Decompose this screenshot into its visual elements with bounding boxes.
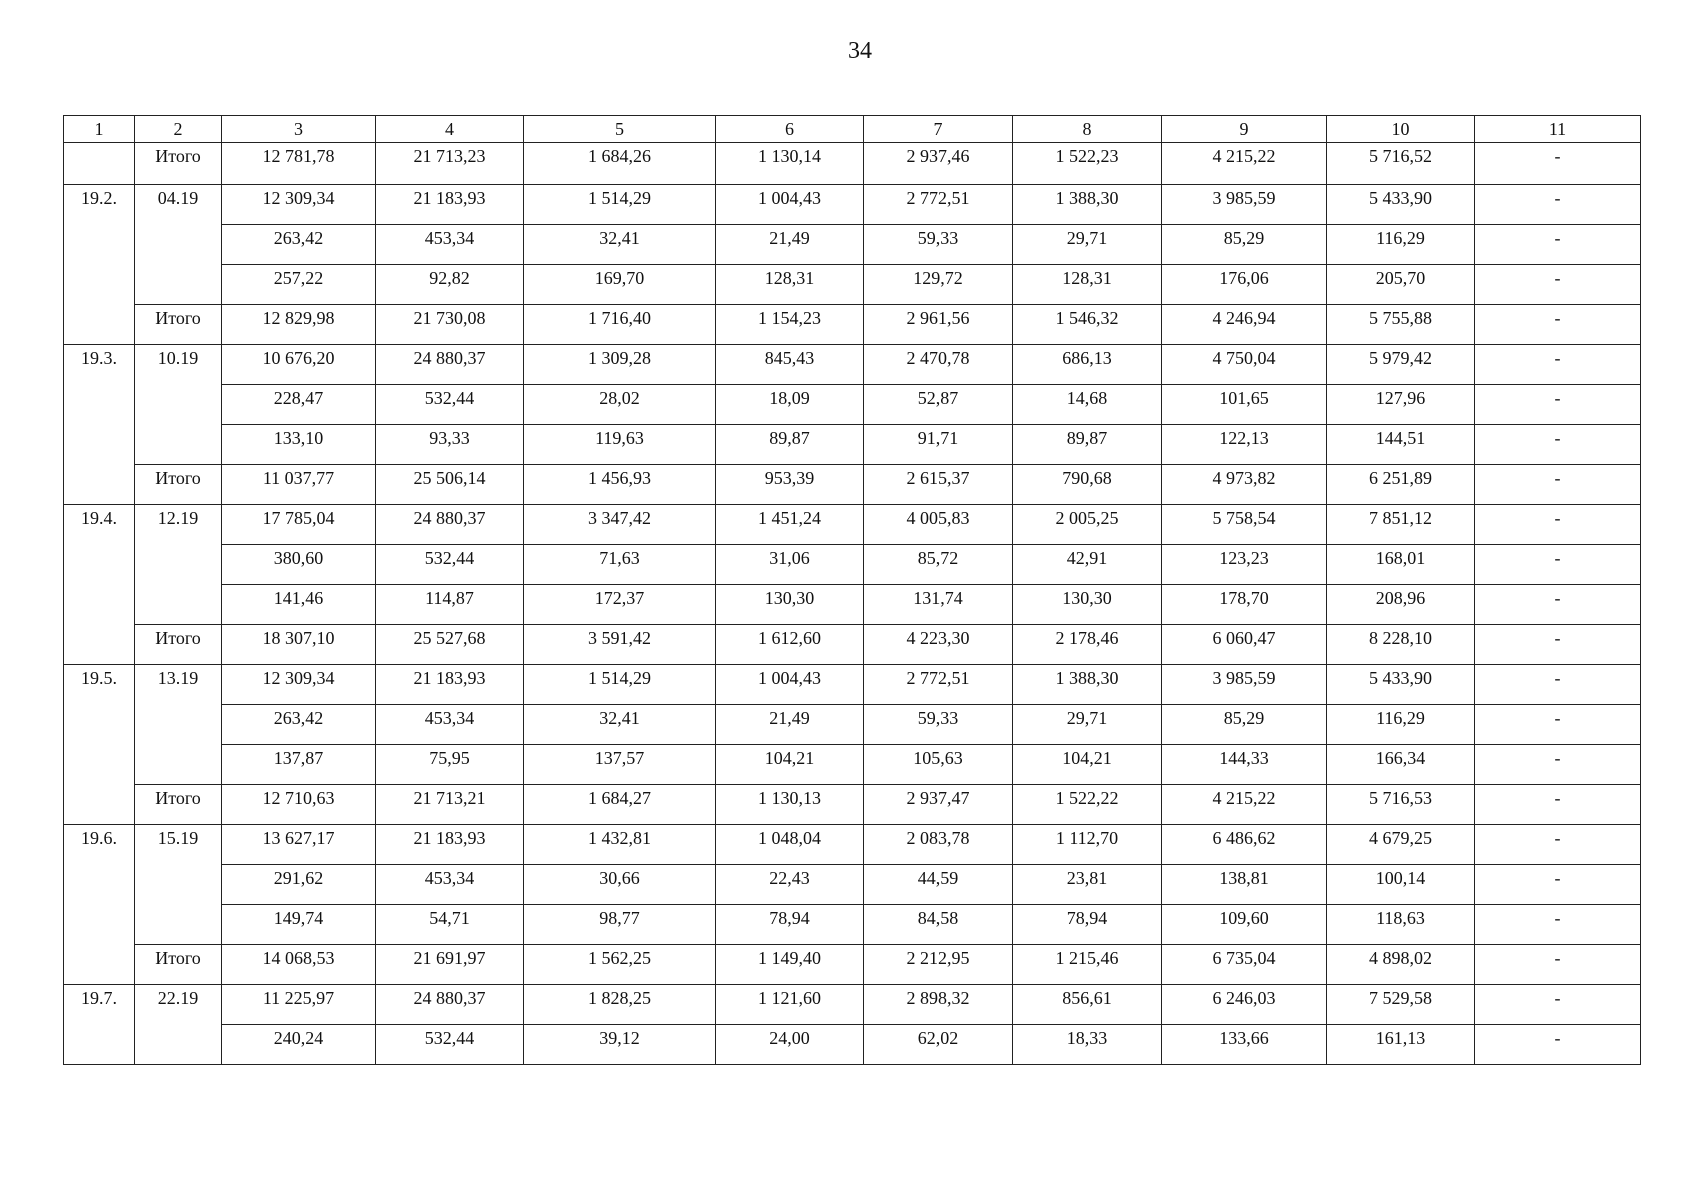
value-cell: 141,46: [222, 585, 376, 625]
value-cell: 2 083,78: [864, 825, 1013, 865]
value-cell: 1 546,32: [1013, 305, 1162, 345]
value-cell: 6 486,62: [1162, 825, 1327, 865]
table-row: [64, 985, 1641, 1025]
value-cell: 24,00: [716, 1025, 864, 1065]
table-row: [64, 385, 1641, 425]
value-cell: 263,42: [222, 225, 376, 265]
value-cell: 7 851,12: [1327, 505, 1475, 545]
table-row: [64, 745, 1641, 785]
value-cell: 21 713,23: [376, 143, 524, 185]
value-cell: 104,21: [1013, 745, 1162, 785]
value-cell: 93,33: [376, 425, 524, 465]
value-cell: 14,68: [1013, 385, 1162, 425]
value-cell: 7 529,58: [1327, 985, 1475, 1025]
value-cell: 59,33: [864, 705, 1013, 745]
value-cell: 6 060,47: [1162, 625, 1327, 665]
value-cell: 24 880,37: [376, 985, 524, 1025]
value-cell: -: [1475, 745, 1641, 785]
table-row: [64, 705, 1641, 745]
row-number-cell: 19.7.: [64, 985, 135, 1065]
value-cell: 1 456,93: [524, 465, 716, 505]
value-cell: 4 679,25: [1327, 825, 1475, 865]
value-cell: 4 246,94: [1162, 305, 1327, 345]
value-cell: 89,87: [716, 425, 864, 465]
row-code-cell: 04.19: [135, 185, 222, 305]
column-header: 11: [1475, 116, 1641, 143]
value-cell: 1 130,13: [716, 785, 864, 825]
value-cell: -: [1475, 185, 1641, 225]
value-cell: -: [1475, 465, 1641, 505]
value-cell: 144,51: [1327, 425, 1475, 465]
value-cell: 18,33: [1013, 1025, 1162, 1065]
value-cell: 1 154,23: [716, 305, 864, 345]
row-code-cell: 22.19: [135, 985, 222, 1065]
value-cell: 1 562,25: [524, 945, 716, 985]
value-cell: 137,87: [222, 745, 376, 785]
value-cell: 1 451,24: [716, 505, 864, 545]
value-cell: -: [1475, 385, 1641, 425]
value-cell: 18 307,10: [222, 625, 376, 665]
value-cell: 1 149,40: [716, 945, 864, 985]
table-row: [64, 505, 1641, 545]
value-cell: 856,61: [1013, 985, 1162, 1025]
value-cell: 29,71: [1013, 225, 1162, 265]
column-header: 4: [376, 116, 524, 143]
value-cell: 114,87: [376, 585, 524, 625]
row-code-cell: 12.19: [135, 505, 222, 625]
value-cell: 91,71: [864, 425, 1013, 465]
value-cell: 5 755,88: [1327, 305, 1475, 345]
table-row: [64, 905, 1641, 945]
value-cell: -: [1475, 985, 1641, 1025]
value-cell: 11 037,77: [222, 465, 376, 505]
table-row: [64, 465, 1641, 505]
value-cell: 138,81: [1162, 865, 1327, 905]
value-cell: 4 750,04: [1162, 345, 1327, 385]
value-cell: 790,68: [1013, 465, 1162, 505]
value-cell: 208,96: [1327, 585, 1475, 625]
value-cell: 32,41: [524, 225, 716, 265]
value-cell: 89,87: [1013, 425, 1162, 465]
value-cell: 31,06: [716, 545, 864, 585]
row-number-cell: 19.3.: [64, 345, 135, 505]
value-cell: 953,39: [716, 465, 864, 505]
column-header: 7: [864, 116, 1013, 143]
value-cell: 3 985,59: [1162, 665, 1327, 705]
value-cell: 5 979,42: [1327, 345, 1475, 385]
value-cell: 42,91: [1013, 545, 1162, 585]
value-cell: 5 433,90: [1327, 665, 1475, 705]
value-cell: -: [1475, 1025, 1641, 1065]
value-cell: 127,96: [1327, 385, 1475, 425]
value-cell: -: [1475, 785, 1641, 825]
value-cell: 25 527,68: [376, 625, 524, 665]
value-cell: 85,29: [1162, 225, 1327, 265]
value-cell: 1 130,14: [716, 143, 864, 185]
column-header: 2: [135, 116, 222, 143]
value-cell: 205,70: [1327, 265, 1475, 305]
value-cell: 1 522,22: [1013, 785, 1162, 825]
value-cell: -: [1475, 585, 1641, 625]
value-cell: -: [1475, 825, 1641, 865]
value-cell: 1 388,30: [1013, 665, 1162, 705]
value-cell: -: [1475, 905, 1641, 945]
value-cell: 2 615,37: [864, 465, 1013, 505]
value-cell: 54,71: [376, 905, 524, 945]
value-cell: 172,37: [524, 585, 716, 625]
row-label-cell: Итого: [135, 465, 222, 505]
value-cell: 84,58: [864, 905, 1013, 945]
value-cell: -: [1475, 305, 1641, 345]
value-cell: 532,44: [376, 385, 524, 425]
value-cell: -: [1475, 945, 1641, 985]
value-cell: 62,02: [864, 1025, 1013, 1065]
value-cell: 532,44: [376, 545, 524, 585]
column-header: 10: [1327, 116, 1475, 143]
value-cell: 291,62: [222, 865, 376, 905]
value-cell: 12 309,34: [222, 665, 376, 705]
column-header: 9: [1162, 116, 1327, 143]
value-cell: 4 005,83: [864, 505, 1013, 545]
value-cell: 453,34: [376, 705, 524, 745]
value-cell: 257,22: [222, 265, 376, 305]
value-cell: 52,87: [864, 385, 1013, 425]
row-label-cell: Итого: [135, 945, 222, 985]
table-row: [64, 305, 1641, 345]
row-code-cell: 13.19: [135, 665, 222, 785]
table-row: [64, 1025, 1641, 1065]
value-cell: 71,63: [524, 545, 716, 585]
value-cell: 161,13: [1327, 1025, 1475, 1065]
value-cell: -: [1475, 345, 1641, 385]
value-cell: 4 223,30: [864, 625, 1013, 665]
value-cell: 24 880,37: [376, 505, 524, 545]
value-cell: 59,33: [864, 225, 1013, 265]
value-cell: -: [1475, 625, 1641, 665]
value-cell: 2 005,25: [1013, 505, 1162, 545]
value-cell: 6 735,04: [1162, 945, 1327, 985]
value-cell: 109,60: [1162, 905, 1327, 945]
value-cell: 22,43: [716, 865, 864, 905]
value-cell: 4 973,82: [1162, 465, 1327, 505]
value-cell: 1 004,43: [716, 185, 864, 225]
value-cell: 122,13: [1162, 425, 1327, 465]
value-cell: 4 898,02: [1327, 945, 1475, 985]
value-cell: 453,34: [376, 225, 524, 265]
table-row: [64, 425, 1641, 465]
value-cell: 5 716,52: [1327, 143, 1475, 185]
value-cell: 98,77: [524, 905, 716, 945]
value-cell: 1 684,26: [524, 143, 716, 185]
value-cell: 845,43: [716, 345, 864, 385]
table-row: [64, 143, 1641, 185]
value-cell: 1 121,60: [716, 985, 864, 1025]
row-label-cell: Итого: [135, 305, 222, 345]
value-cell: 1 215,46: [1013, 945, 1162, 985]
value-cell: 168,01: [1327, 545, 1475, 585]
table-row: [64, 265, 1641, 305]
value-cell: 21 730,08: [376, 305, 524, 345]
value-cell: 116,29: [1327, 225, 1475, 265]
value-cell: 8 228,10: [1327, 625, 1475, 665]
value-cell: 1 684,27: [524, 785, 716, 825]
value-cell: 3 591,42: [524, 625, 716, 665]
value-cell: 39,12: [524, 1025, 716, 1065]
value-cell: 1 716,40: [524, 305, 716, 345]
value-cell: 10 676,20: [222, 345, 376, 385]
value-cell: 169,70: [524, 265, 716, 305]
value-cell: 21 691,97: [376, 945, 524, 985]
value-cell: 131,74: [864, 585, 1013, 625]
value-cell: 1 828,25: [524, 985, 716, 1025]
value-cell: -: [1475, 143, 1641, 185]
value-cell: 29,71: [1013, 705, 1162, 745]
value-cell: -: [1475, 665, 1641, 705]
value-cell: 240,24: [222, 1025, 376, 1065]
value-cell: 178,70: [1162, 585, 1327, 625]
value-cell: 380,60: [222, 545, 376, 585]
value-cell: 123,23: [1162, 545, 1327, 585]
value-cell: 14 068,53: [222, 945, 376, 985]
value-cell: -: [1475, 505, 1641, 545]
value-cell: 1 612,60: [716, 625, 864, 665]
value-cell: 78,94: [1013, 905, 1162, 945]
value-cell: -: [1475, 865, 1641, 905]
value-cell: 228,47: [222, 385, 376, 425]
value-cell: 32,41: [524, 705, 716, 745]
value-cell: 2 937,47: [864, 785, 1013, 825]
value-cell: 44,59: [864, 865, 1013, 905]
value-cell: 532,44: [376, 1025, 524, 1065]
value-cell: 28,02: [524, 385, 716, 425]
row-number-cell: 19.4.: [64, 505, 135, 665]
value-cell: 5 758,54: [1162, 505, 1327, 545]
value-cell: 85,29: [1162, 705, 1327, 745]
value-cell: 1 432,81: [524, 825, 716, 865]
value-cell: 21,49: [716, 705, 864, 745]
value-cell: 166,34: [1327, 745, 1475, 785]
value-cell: 18,09: [716, 385, 864, 425]
value-cell: 12 710,63: [222, 785, 376, 825]
value-cell: -: [1475, 225, 1641, 265]
value-cell: 128,31: [716, 265, 864, 305]
value-cell: 5 716,53: [1327, 785, 1475, 825]
value-cell: 25 506,14: [376, 465, 524, 505]
value-cell: 149,74: [222, 905, 376, 945]
value-cell: 24 880,37: [376, 345, 524, 385]
value-cell: 2 898,32: [864, 985, 1013, 1025]
value-cell: 686,13: [1013, 345, 1162, 385]
value-cell: 128,31: [1013, 265, 1162, 305]
value-cell: -: [1475, 545, 1641, 585]
column-header: 5: [524, 116, 716, 143]
value-cell: 5 433,90: [1327, 185, 1475, 225]
column-header: 3: [222, 116, 376, 143]
value-cell: 1 112,70: [1013, 825, 1162, 865]
row-number-cell: 19.5.: [64, 665, 135, 825]
value-cell: 85,72: [864, 545, 1013, 585]
value-cell: 144,33: [1162, 745, 1327, 785]
row-number-cell: 19.6.: [64, 825, 135, 985]
value-cell: 100,14: [1327, 865, 1475, 905]
table-row: [64, 585, 1641, 625]
row-label-cell: Итого: [135, 785, 222, 825]
value-cell: 2 772,51: [864, 185, 1013, 225]
table-row: [64, 825, 1641, 865]
value-cell: 11 225,97: [222, 985, 376, 1025]
value-cell: 2 178,46: [1013, 625, 1162, 665]
value-cell: 21 183,93: [376, 825, 524, 865]
value-cell: 1 514,29: [524, 185, 716, 225]
value-cell: 104,21: [716, 745, 864, 785]
value-cell: 23,81: [1013, 865, 1162, 905]
table-row: [64, 945, 1641, 985]
column-header: 1: [64, 116, 135, 143]
data-table: [63, 115, 1641, 1065]
value-cell: -: [1475, 705, 1641, 745]
value-cell: 176,06: [1162, 265, 1327, 305]
value-cell: -: [1475, 425, 1641, 465]
value-cell: 1 522,23: [1013, 143, 1162, 185]
value-cell: 1 514,29: [524, 665, 716, 705]
value-cell: -: [1475, 265, 1641, 305]
value-cell: 133,66: [1162, 1025, 1327, 1065]
table-row: [64, 185, 1641, 225]
value-cell: 92,82: [376, 265, 524, 305]
value-cell: 6 246,03: [1162, 985, 1327, 1025]
value-cell: 2 961,56: [864, 305, 1013, 345]
value-cell: 13 627,17: [222, 825, 376, 865]
value-cell: 2 470,78: [864, 345, 1013, 385]
table-header-row: [64, 116, 1641, 143]
value-cell: 4 215,22: [1162, 143, 1327, 185]
table-row: [64, 345, 1641, 385]
value-cell: 21 713,21: [376, 785, 524, 825]
value-cell: 12 781,78: [222, 143, 376, 185]
value-cell: 6 251,89: [1327, 465, 1475, 505]
value-cell: 3 347,42: [524, 505, 716, 545]
value-cell: 453,34: [376, 865, 524, 905]
value-cell: 78,94: [716, 905, 864, 945]
row-label-cell: Итого: [135, 143, 222, 185]
row-code-cell: 10.19: [135, 345, 222, 465]
value-cell: 1 388,30: [1013, 185, 1162, 225]
table-row: [64, 665, 1641, 705]
value-cell: 101,65: [1162, 385, 1327, 425]
value-cell: 1 309,28: [524, 345, 716, 385]
value-cell: 21,49: [716, 225, 864, 265]
value-cell: 21 183,93: [376, 185, 524, 225]
column-header: 6: [716, 116, 864, 143]
value-cell: 118,63: [1327, 905, 1475, 945]
value-cell: 105,63: [864, 745, 1013, 785]
value-cell: 137,57: [524, 745, 716, 785]
table-row: [64, 545, 1641, 585]
value-cell: 3 985,59: [1162, 185, 1327, 225]
page-number: 34: [848, 38, 872, 64]
value-cell: 21 183,93: [376, 665, 524, 705]
value-cell: 1 048,04: [716, 825, 864, 865]
value-cell: 133,10: [222, 425, 376, 465]
value-cell: 263,42: [222, 705, 376, 745]
value-cell: 4 215,22: [1162, 785, 1327, 825]
value-cell: 30,66: [524, 865, 716, 905]
table-row: [64, 625, 1641, 665]
table-row: [64, 865, 1641, 905]
row-label-cell: Итого: [135, 625, 222, 665]
value-cell: 119,63: [524, 425, 716, 465]
value-cell: 1 004,43: [716, 665, 864, 705]
value-cell: 12 309,34: [222, 185, 376, 225]
row-code-cell: 15.19: [135, 825, 222, 945]
value-cell: 75,95: [376, 745, 524, 785]
value-cell: 17 785,04: [222, 505, 376, 545]
value-cell: 129,72: [864, 265, 1013, 305]
value-cell: 2 937,46: [864, 143, 1013, 185]
value-cell: 130,30: [716, 585, 864, 625]
row-number-cell: 19.2.: [64, 185, 135, 345]
table-row: [64, 785, 1641, 825]
table-row: [64, 225, 1641, 265]
value-cell: 12 829,98: [222, 305, 376, 345]
column-header: 8: [1013, 116, 1162, 143]
value-cell: 116,29: [1327, 705, 1475, 745]
value-cell: 2 772,51: [864, 665, 1013, 705]
row-number-cell: [64, 143, 135, 185]
value-cell: 2 212,95: [864, 945, 1013, 985]
value-cell: 130,30: [1013, 585, 1162, 625]
